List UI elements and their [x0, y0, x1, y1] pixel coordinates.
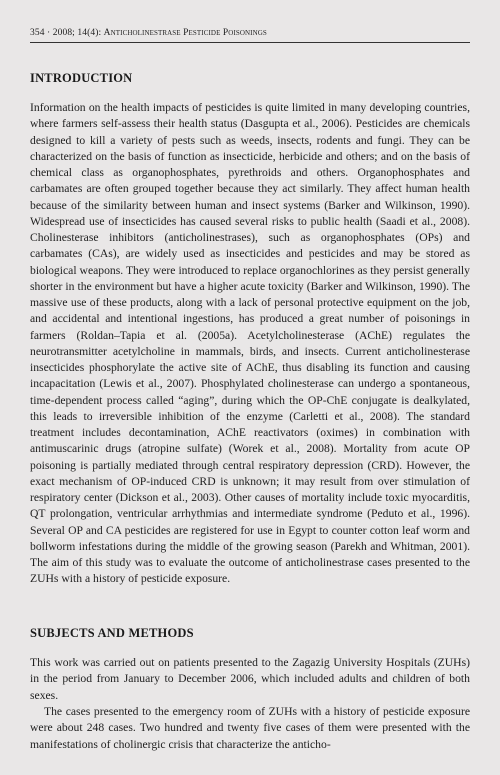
introduction-paragraph: Information on the health impacts of pesticides is quite limited in many developing countries, where farmers self-assess their health status (Dasgupta et al., 2006). Pesticides are chemicals designed to kill a variety of pests such as weeds, insects, rodents and fungi. They can be characterized on the basis of function as insecticide, herbicide and others; and on the basis of chemical class as organophosphates, pyrethroids and others. Organophosphates and carbamates are often grouped together because they act similarly. They affect human health because of the similarity between human and insect systems (Barker and Wilkinson, 1990). Widespread use of insecticides has caused several risks to public health (Saadi et al., 2008). Cholinesterase inhibitors (anticholinestrases), such as organophosphates (OPs) and carbamates (CAs), are widely used as insecticides and pesticides and may be stored as biological weapons. They were introduced to replace organochlorines as they persist generally shorter in the environment but have a higher acute toxicity (Barker and Wilkinson, 1990). The massive use of these products, along with a lack of personal protective equipment on the job, and accidental and intentional ingestions, has produced a great number of poisonings in farmers (Roldan–Tapia et al. (2005a). Acetylcholinesterase (AChE) regulates the neurotransmitter acetylcholine in mammals, birds, and insects. Current anticholinesterase insecticides phosphorylate the active site of AChE, thus disabling its function and causing incapacitation (Lewis et al., 2007). Phosphylated cholinesterase can undergo a spontaneous, time-dependent process called “aging”, during which the OP-ChE conjugate is dealkylated, this leads to irreversible inhibition of the enzyme (Carletti et al., 2008). The standard treatment includes decontamination, AChE reactivators (oximes) in combination with antimuscarinic drugs (atropine sulfate) (Worek et al., 2008). Mortality from acute OP poisoning is partially mediated through central respiratory depression (CRD). However, the exact mechanism of OP-induced CRD is unknown; it may result from over stimulation of respiratory center (Dickson et al., 2003). Other causes of mortality include toxic myocarditis, QT prolongation, ventricular arrhythmias and intermediate syndrome (Peduto et al., 1996). Several OP and CA pesticides are registered for use in Egypt to counter cotton leaf worm and bollworm infestations during the middle of the growing season (Parekh and Whitman, 2001). The aim of this study was to evaluate the outcome of anticholinestrase cases presented to the ZUHs with a history of pesticide exposure.: [30, 101, 470, 586]
page-info: 354 · 2008; 14(4):: [30, 28, 104, 38]
header-rule: [30, 42, 470, 43]
methods-paragraph-1: This work was carried out on patients presented to the Zagazig University Hospitals (ZUHs) in the period from January to December 2006, which included adults and children of both sexes.: [30, 656, 470, 702]
methods-heading: SUBJECTS AND METHODS: [30, 626, 194, 640]
introduction-heading: INTRODUCTION: [30, 71, 133, 85]
methods-paragraph-2: The cases presented to the emergency room of ZUHs with a history of pesticide exposure were about 248 cases. Two hundred and twenty five cases of them were presented with the manifestations of cholinergic crisis that characterize the anticho-: [30, 705, 470, 751]
running-title: Anticholinestrase Pesticide Poisonings: [103, 28, 267, 38]
running-header: [30, 28, 267, 38]
